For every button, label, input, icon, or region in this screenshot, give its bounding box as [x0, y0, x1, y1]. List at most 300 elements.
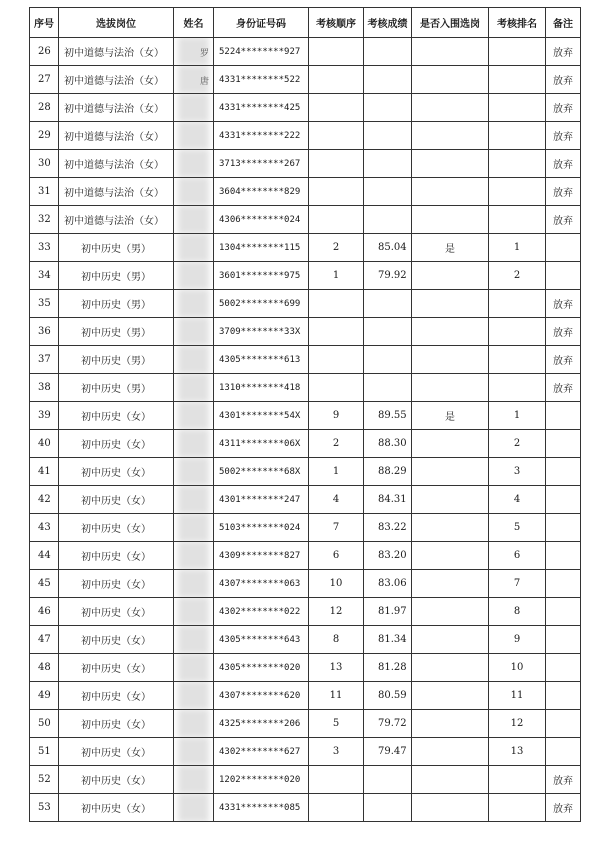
cell-seq: 49	[30, 682, 59, 710]
cell-shortlisted	[412, 290, 489, 318]
cell-exam-rank: 8	[489, 598, 546, 626]
cell-id-number: 4301********54X	[214, 402, 309, 430]
cell-exam-order	[309, 178, 364, 206]
cell-position: 初中历史（男）	[59, 374, 174, 402]
cell-seq: 46	[30, 598, 59, 626]
cell-shortlisted: 是	[412, 234, 489, 262]
header-seq: 序号	[30, 8, 59, 38]
cell-shortlisted	[412, 738, 489, 766]
cell-exam-rank: 2	[489, 262, 546, 290]
cell-exam-order: 2	[309, 430, 364, 458]
name-redaction	[178, 738, 209, 766]
cell-exam-score: 81.34	[364, 626, 412, 654]
cell-exam-order: 10	[309, 570, 364, 598]
table-row	[30, 402, 581, 430]
cell-shortlisted	[412, 430, 489, 458]
results-table	[29, 7, 581, 822]
cell-name	[174, 542, 214, 570]
cell-exam-score: 81.97	[364, 598, 412, 626]
cell-position: 初中历史（女）	[59, 402, 174, 430]
cell-shortlisted	[412, 262, 489, 290]
table-row	[30, 626, 581, 654]
name-redaction	[178, 542, 209, 570]
cell-id-number: 4305********613	[214, 346, 309, 374]
name-redaction	[178, 570, 209, 598]
cell-name	[174, 178, 214, 206]
cell-exam-score: 83.22	[364, 514, 412, 542]
name-redaction	[178, 318, 209, 346]
table-row	[30, 542, 581, 570]
cell-exam-rank: 4	[489, 486, 546, 514]
cell-id-number: 4307********063	[214, 570, 309, 598]
cell-remark	[546, 570, 581, 598]
cell-remark	[546, 514, 581, 542]
cell-exam-score	[364, 94, 412, 122]
cell-name	[174, 402, 214, 430]
cell-shortlisted	[412, 766, 489, 794]
cell-shortlisted	[412, 122, 489, 150]
header-remark: 备注	[546, 8, 581, 38]
cell-remark	[546, 654, 581, 682]
table-row	[30, 738, 581, 766]
name-redaction	[178, 346, 209, 374]
cell-id-number: 3601********975	[214, 262, 309, 290]
cell-seq: 36	[30, 318, 59, 346]
table-row	[30, 234, 581, 262]
cell-name	[174, 346, 214, 374]
cell-seq: 34	[30, 262, 59, 290]
cell-seq: 30	[30, 150, 59, 178]
cell-shortlisted	[412, 598, 489, 626]
cell-exam-order: 9	[309, 402, 364, 430]
cell-seq: 29	[30, 122, 59, 150]
cell-exam-rank	[489, 38, 546, 66]
cell-name	[174, 122, 214, 150]
table-row	[30, 794, 581, 822]
cell-exam-score	[364, 178, 412, 206]
cell-name	[174, 682, 214, 710]
table-row	[30, 122, 581, 150]
cell-exam-order	[309, 318, 364, 346]
cell-remark: 放弃	[546, 150, 581, 178]
cell-exam-order	[309, 94, 364, 122]
cell-id-number: 1202********020	[214, 766, 309, 794]
cell-exam-order: 2	[309, 234, 364, 262]
cell-id-number: 1304********115	[214, 234, 309, 262]
cell-id-number: 4305********643	[214, 626, 309, 654]
cell-exam-score: 84.31	[364, 486, 412, 514]
cell-exam-order: 8	[309, 626, 364, 654]
cell-exam-score	[364, 206, 412, 234]
cell-position: 初中历史（男）	[59, 290, 174, 318]
cell-remark	[546, 682, 581, 710]
results-sheet	[29, 7, 580, 827]
cell-id-number: 4309********827	[214, 542, 309, 570]
cell-remark	[546, 262, 581, 290]
cell-exam-order	[309, 794, 364, 822]
name-redaction	[178, 766, 209, 794]
cell-name	[174, 206, 214, 234]
cell-shortlisted	[412, 150, 489, 178]
cell-remark: 放弃	[546, 374, 581, 402]
header-row	[30, 8, 581, 38]
cell-id-number: 3709********33X	[214, 318, 309, 346]
cell-seq: 39	[30, 402, 59, 430]
cell-shortlisted	[412, 626, 489, 654]
cell-shortlisted: 是	[412, 402, 489, 430]
cell-seq: 52	[30, 766, 59, 794]
cell-exam-rank: 12	[489, 710, 546, 738]
name-redaction	[178, 654, 209, 682]
table-row	[30, 94, 581, 122]
cell-seq: 50	[30, 710, 59, 738]
cell-exam-rank: 7	[489, 570, 546, 598]
name-redaction	[178, 710, 209, 738]
cell-exam-rank: 11	[489, 682, 546, 710]
cell-shortlisted	[412, 178, 489, 206]
cell-exam-score: 79.92	[364, 262, 412, 290]
cell-position: 初中道德与法治（女）	[59, 206, 174, 234]
cell-id-number: 4305********020	[214, 654, 309, 682]
header-exam-order: 考核顺序	[309, 8, 364, 38]
cell-exam-rank: 5	[489, 514, 546, 542]
cell-shortlisted	[412, 654, 489, 682]
table-body	[30, 38, 581, 822]
cell-position: 初中历史（男）	[59, 262, 174, 290]
cell-seq: 37	[30, 346, 59, 374]
cell-position: 初中历史（女）	[59, 542, 174, 570]
cell-position: 初中道德与法治（女）	[59, 178, 174, 206]
cell-exam-order: 6	[309, 542, 364, 570]
cell-position: 初中历史（女）	[59, 682, 174, 710]
cell-exam-score	[364, 66, 412, 94]
cell-name	[174, 262, 214, 290]
cell-id-number: 1310********418	[214, 374, 309, 402]
cell-exam-score: 83.06	[364, 570, 412, 598]
cell-shortlisted	[412, 570, 489, 598]
cell-exam-order: 11	[309, 682, 364, 710]
cell-exam-order	[309, 206, 364, 234]
table-row	[30, 290, 581, 318]
name-fragment: 罗	[199, 49, 209, 59]
cell-position: 初中道德与法治（女）	[59, 38, 174, 66]
cell-exam-score: 79.47	[364, 738, 412, 766]
table-row	[30, 598, 581, 626]
cell-exam-order: 13	[309, 654, 364, 682]
name-redaction	[178, 598, 209, 626]
cell-id-number: 5224********927	[214, 38, 309, 66]
cell-seq: 32	[30, 206, 59, 234]
cell-remark: 放弃	[546, 794, 581, 822]
cell-shortlisted	[412, 66, 489, 94]
cell-shortlisted	[412, 458, 489, 486]
cell-exam-score	[364, 150, 412, 178]
cell-exam-rank	[489, 346, 546, 374]
cell-position: 初中道德与法治（女）	[59, 150, 174, 178]
name-redaction	[178, 374, 209, 402]
cell-exam-order: 1	[309, 262, 364, 290]
cell-exam-score: 88.29	[364, 458, 412, 486]
cell-seq: 35	[30, 290, 59, 318]
name-redaction	[178, 486, 209, 514]
cell-name	[174, 794, 214, 822]
cell-id-number: 4331********085	[214, 794, 309, 822]
cell-name	[174, 430, 214, 458]
cell-position: 初中历史（男）	[59, 234, 174, 262]
cell-name	[174, 514, 214, 542]
table-row	[30, 654, 581, 682]
cell-exam-order: 1	[309, 458, 364, 486]
cell-id-number: 3604********829	[214, 178, 309, 206]
header-shortlisted: 是否入围选岗	[412, 8, 489, 38]
cell-name	[174, 150, 214, 178]
cell-exam-order: 7	[309, 514, 364, 542]
cell-shortlisted	[412, 94, 489, 122]
table-row	[30, 318, 581, 346]
cell-name	[174, 94, 214, 122]
table-row	[30, 178, 581, 206]
cell-seq: 26	[30, 38, 59, 66]
header-exam-score: 考核成绩	[364, 8, 412, 38]
header-id-number: 身份证号码	[214, 8, 309, 38]
cell-exam-score	[364, 122, 412, 150]
cell-shortlisted	[412, 346, 489, 374]
cell-exam-order	[309, 38, 364, 66]
cell-position: 初中道德与法治（女）	[59, 66, 174, 94]
cell-position: 初中历史（女）	[59, 570, 174, 598]
cell-shortlisted	[412, 374, 489, 402]
cell-name	[174, 766, 214, 794]
cell-position: 初中历史（女）	[59, 766, 174, 794]
cell-name	[174, 598, 214, 626]
cell-exam-order: 12	[309, 598, 364, 626]
cell-remark: 放弃	[546, 766, 581, 794]
table-row	[30, 346, 581, 374]
cell-remark: 放弃	[546, 290, 581, 318]
cell-remark: 放弃	[546, 346, 581, 374]
table-row	[30, 262, 581, 290]
table-row	[30, 38, 581, 66]
cell-name	[174, 738, 214, 766]
cell-shortlisted	[412, 486, 489, 514]
cell-id-number: 5002********699	[214, 290, 309, 318]
cell-shortlisted	[412, 318, 489, 346]
name-redaction	[178, 206, 209, 234]
cell-seq: 51	[30, 738, 59, 766]
table-row	[30, 66, 581, 94]
cell-seq: 45	[30, 570, 59, 598]
cell-name	[174, 66, 214, 94]
cell-id-number: 4331********425	[214, 94, 309, 122]
cell-exam-score: 89.55	[364, 402, 412, 430]
cell-position: 初中历史（女）	[59, 598, 174, 626]
name-redaction	[178, 626, 209, 654]
cell-exam-score: 88.30	[364, 430, 412, 458]
cell-seq: 31	[30, 178, 59, 206]
name-redaction	[178, 794, 209, 822]
cell-seq: 44	[30, 542, 59, 570]
cell-name	[174, 38, 214, 66]
cell-exam-score: 83.20	[364, 542, 412, 570]
cell-exam-rank: 3	[489, 458, 546, 486]
cell-seq: 27	[30, 66, 59, 94]
cell-exam-rank: 2	[489, 430, 546, 458]
name-redaction	[178, 430, 209, 458]
table-row	[30, 486, 581, 514]
cell-remark	[546, 598, 581, 626]
cell-seq: 38	[30, 374, 59, 402]
name-redaction	[178, 402, 209, 430]
cell-exam-rank: 1	[489, 234, 546, 262]
cell-name	[174, 486, 214, 514]
name-redaction	[178, 150, 209, 178]
cell-exam-order	[309, 346, 364, 374]
cell-exam-rank	[489, 150, 546, 178]
cell-name	[174, 570, 214, 598]
cell-position: 初中历史（女）	[59, 710, 174, 738]
cell-id-number: 4331********222	[214, 122, 309, 150]
cell-exam-rank	[489, 206, 546, 234]
cell-position: 初中历史（女）	[59, 486, 174, 514]
table-header	[30, 8, 581, 38]
table-row	[30, 458, 581, 486]
cell-exam-score	[364, 318, 412, 346]
cell-name	[174, 318, 214, 346]
cell-exam-score	[364, 290, 412, 318]
name-redaction	[178, 94, 209, 122]
cell-exam-score: 85.04	[364, 234, 412, 262]
cell-exam-rank	[489, 122, 546, 150]
cell-exam-rank	[489, 318, 546, 346]
name-redaction	[178, 178, 209, 206]
table-row	[30, 206, 581, 234]
cell-id-number: 4331********522	[214, 66, 309, 94]
cell-id-number: 5002********68X	[214, 458, 309, 486]
cell-exam-order	[309, 66, 364, 94]
table-row	[30, 682, 581, 710]
cell-seq: 42	[30, 486, 59, 514]
cell-remark: 放弃	[546, 318, 581, 346]
name-redaction	[178, 458, 209, 486]
header-exam-rank: 考核排名	[489, 8, 546, 38]
name-redaction	[178, 682, 209, 710]
cell-exam-rank: 1	[489, 402, 546, 430]
cell-position: 初中历史（女）	[59, 794, 174, 822]
cell-name	[174, 626, 214, 654]
cell-exam-order: 4	[309, 486, 364, 514]
cell-remark	[546, 738, 581, 766]
cell-exam-rank	[489, 374, 546, 402]
cell-shortlisted	[412, 682, 489, 710]
cell-id-number: 4302********022	[214, 598, 309, 626]
cell-id-number: 4306********024	[214, 206, 309, 234]
cell-exam-rank	[489, 290, 546, 318]
cell-exam-rank	[489, 794, 546, 822]
cell-remark: 放弃	[546, 38, 581, 66]
cell-position: 初中历史（男）	[59, 318, 174, 346]
cell-exam-score: 79.72	[364, 710, 412, 738]
cell-exam-rank	[489, 66, 546, 94]
cell-name	[174, 654, 214, 682]
cell-remark: 放弃	[546, 66, 581, 94]
cell-position: 初中道德与法治（女）	[59, 122, 174, 150]
cell-name	[174, 710, 214, 738]
cell-exam-score	[364, 346, 412, 374]
cell-id-number: 4302********627	[214, 738, 309, 766]
cell-exam-rank	[489, 766, 546, 794]
cell-id-number: 4301********247	[214, 486, 309, 514]
cell-remark	[546, 626, 581, 654]
cell-exam-score: 80.59	[364, 682, 412, 710]
cell-exam-score	[364, 38, 412, 66]
cell-seq: 41	[30, 458, 59, 486]
cell-remark	[546, 458, 581, 486]
cell-remark: 放弃	[546, 122, 581, 150]
cell-exam-rank	[489, 178, 546, 206]
cell-position: 初中历史（女）	[59, 514, 174, 542]
cell-seq: 28	[30, 94, 59, 122]
cell-exam-order	[309, 150, 364, 178]
cell-shortlisted	[412, 206, 489, 234]
cell-seq: 48	[30, 654, 59, 682]
cell-seq: 43	[30, 514, 59, 542]
table-row	[30, 570, 581, 598]
cell-exam-order	[309, 290, 364, 318]
cell-exam-score: 81.28	[364, 654, 412, 682]
table-row	[30, 710, 581, 738]
cell-exam-score	[364, 766, 412, 794]
cell-remark: 放弃	[546, 178, 581, 206]
name-redaction	[178, 262, 209, 290]
name-redaction	[178, 290, 209, 318]
cell-name	[174, 234, 214, 262]
table-row	[30, 430, 581, 458]
cell-position: 初中历史（男）	[59, 346, 174, 374]
header-position: 选拔岗位	[59, 8, 174, 38]
cell-exam-order	[309, 766, 364, 794]
cell-shortlisted	[412, 542, 489, 570]
cell-exam-order: 5	[309, 710, 364, 738]
table-row	[30, 514, 581, 542]
name-redaction	[178, 122, 209, 150]
cell-shortlisted	[412, 794, 489, 822]
cell-position: 初中道德与法治（女）	[59, 94, 174, 122]
name-fragment: 唐	[199, 77, 209, 87]
table-row	[30, 150, 581, 178]
cell-remark: 放弃	[546, 94, 581, 122]
cell-remark	[546, 542, 581, 570]
cell-shortlisted	[412, 514, 489, 542]
cell-seq: 53	[30, 794, 59, 822]
cell-seq: 33	[30, 234, 59, 262]
table-row	[30, 766, 581, 794]
cell-position: 初中历史（女）	[59, 626, 174, 654]
cell-remark	[546, 402, 581, 430]
cell-position: 初中历史（女）	[59, 738, 174, 766]
cell-position: 初中历史（女）	[59, 654, 174, 682]
cell-name	[174, 458, 214, 486]
table-row	[30, 374, 581, 402]
cell-position: 初中历史（女）	[59, 430, 174, 458]
cell-exam-order: 3	[309, 738, 364, 766]
cell-remark	[546, 430, 581, 458]
cell-exam-rank: 10	[489, 654, 546, 682]
cell-remark	[546, 710, 581, 738]
cell-exam-rank: 13	[489, 738, 546, 766]
cell-shortlisted	[412, 38, 489, 66]
cell-id-number: 4311********06X	[214, 430, 309, 458]
name-redaction	[178, 514, 209, 542]
